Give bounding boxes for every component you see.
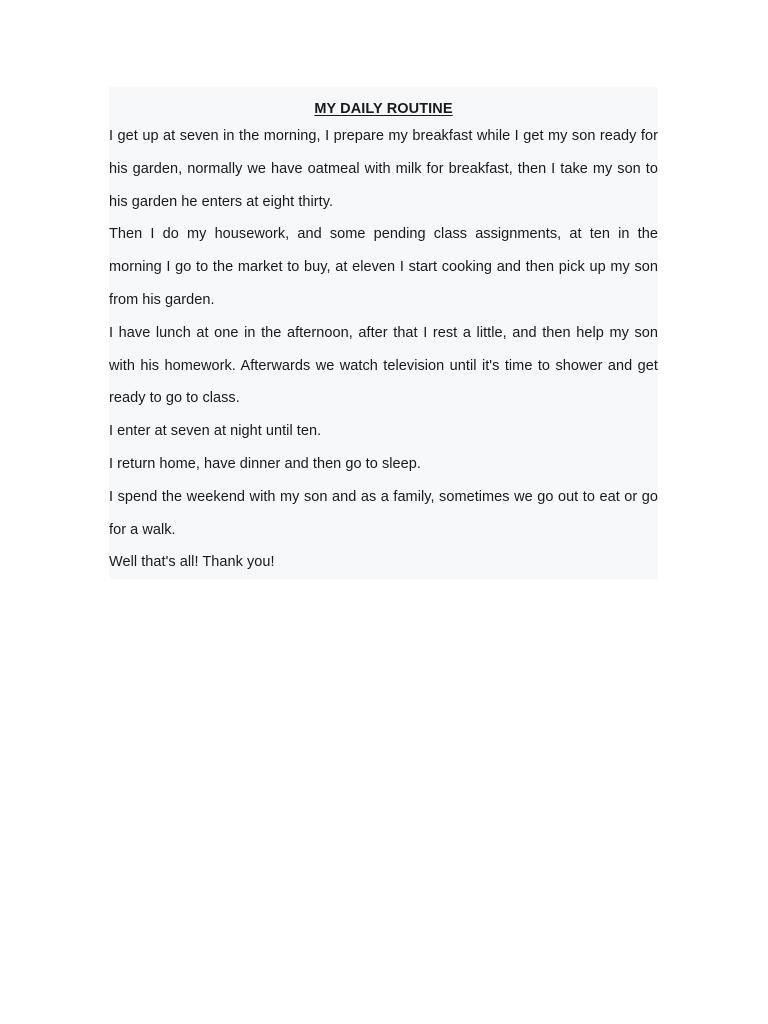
document-body — [109, 120, 658, 579]
paragraph-wake-up: I get up at seven in the morning, I prepare my breakfast while I get my son ready for his garden, normally we have oatmeal with milk for breakfast, then I take my son to his garden he enters at eight thirty. — [109, 128, 658, 210]
paragraph-weekend: I spend the weekend with my son and as a family, sometimes we go out to eat or go for a walk. — [109, 488, 658, 538]
paragraph-class: I enter at seven at night until ten. — [109, 423, 322, 440]
paragraph-return-home: I return home, have dinner and then go to sleep. — [109, 455, 421, 472]
document-title: MY DAILY ROUTINE — [314, 101, 453, 117]
paragraph-housework: Then I do my housework, and some pending class assignments, at ten in the morning I go to the market to buy, at eleven I start cooking and then pick up my son from his garden. — [109, 226, 658, 308]
paragraph-closing: Well that's all! Thank you! — [109, 554, 275, 571]
document-text-block — [109, 87, 658, 579]
paragraph-lunch: I have lunch at one in the afternoon, after that I rest a little, and then help my son with his homework. Afterwards we watch television until it's time to shower and get ready to go to class. — [109, 324, 658, 407]
